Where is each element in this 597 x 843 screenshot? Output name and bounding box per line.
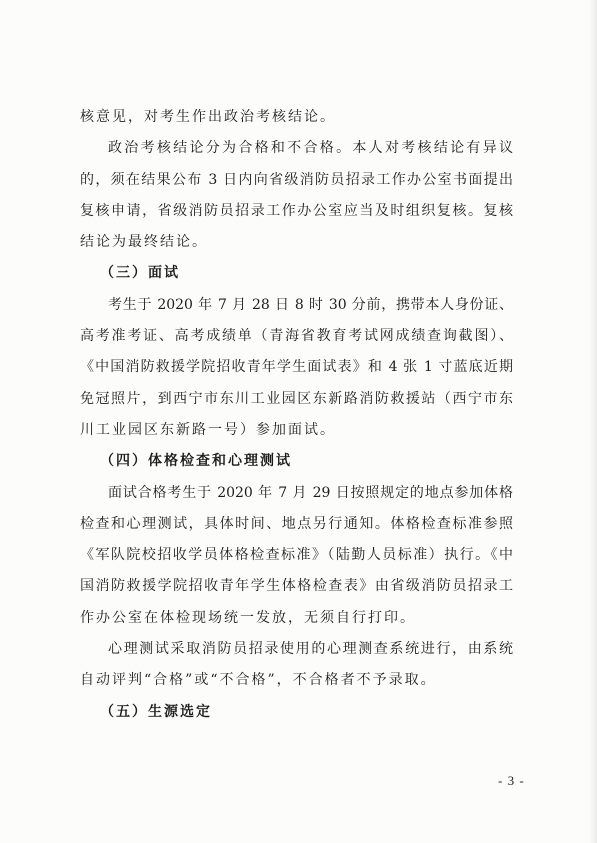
body-text-line: 《中国消防救援学院招收青年学生面试表》和 4 张 1 寸蓝底近期 (80, 359, 513, 376)
section-heading-selection: （五）生源选定 (100, 703, 212, 720)
body-text-line: 国消防救援学院招收青年学生体格检查表》由省级消防员招录工 (80, 578, 513, 595)
body-text-line: 政治考核结论分为合格和不合格。本人对考核结论有异议 (108, 140, 513, 157)
body-text-line: 的，须在结果公布 3 日内向省级消防员招录工作办公室书面提出 (80, 171, 513, 188)
body-text-line: 核意见，对考生作出政治考核结论。 (80, 109, 336, 125)
body-text-line: 考生于 2020 年 7 月 28 日 8 时 30 分前，携带本人身份证、 (108, 296, 513, 313)
body-text-line: 自动评判“合格”或“不合格”，不合格者不予录取。 (80, 672, 437, 689)
body-text-line: 作办公室在体检现场统一发放，无须自行打印。 (80, 609, 416, 626)
body-text-line: 高考准考证、高考成绩单（青海省教育考试网成绩查询截图）、 (80, 328, 513, 345)
document-body (80, 102, 513, 728)
body-text-line: 面试合格考生于 2020 年 7 月 29 日按照规定的地点参加体格 (108, 484, 513, 501)
body-text-line: 结论为最终结论。 (80, 234, 208, 251)
body-text-line: 免冠照片，到西宁市东川工业园区东新路消防救援站（西宁市东 (80, 390, 513, 407)
body-text-line: 川工业园区东新路一号）参加面试。 (80, 421, 336, 438)
body-text-line: 复核申请，省级消防员招录工作办公室应当及时组织复核。复核 (80, 202, 513, 219)
scan-edge-shadow (590, 0, 597, 843)
section-heading-physical-exam: （四）体格检查和心理测试 (100, 453, 292, 470)
section-heading-interview: （三）面试 (100, 265, 180, 282)
body-text-line: 《军队院校招收学员体格检查标准》（陆勤人员标准）执行。《中 (80, 547, 513, 564)
body-text-line: 心理测试采取消防员招录使用的心理测查系统进行，由系统 (108, 641, 513, 658)
page-number: - 3 - (498, 773, 525, 788)
body-text-line: 检查和心理测试，具体时间、地点另行通知。体格检查标准参照 (80, 515, 513, 532)
